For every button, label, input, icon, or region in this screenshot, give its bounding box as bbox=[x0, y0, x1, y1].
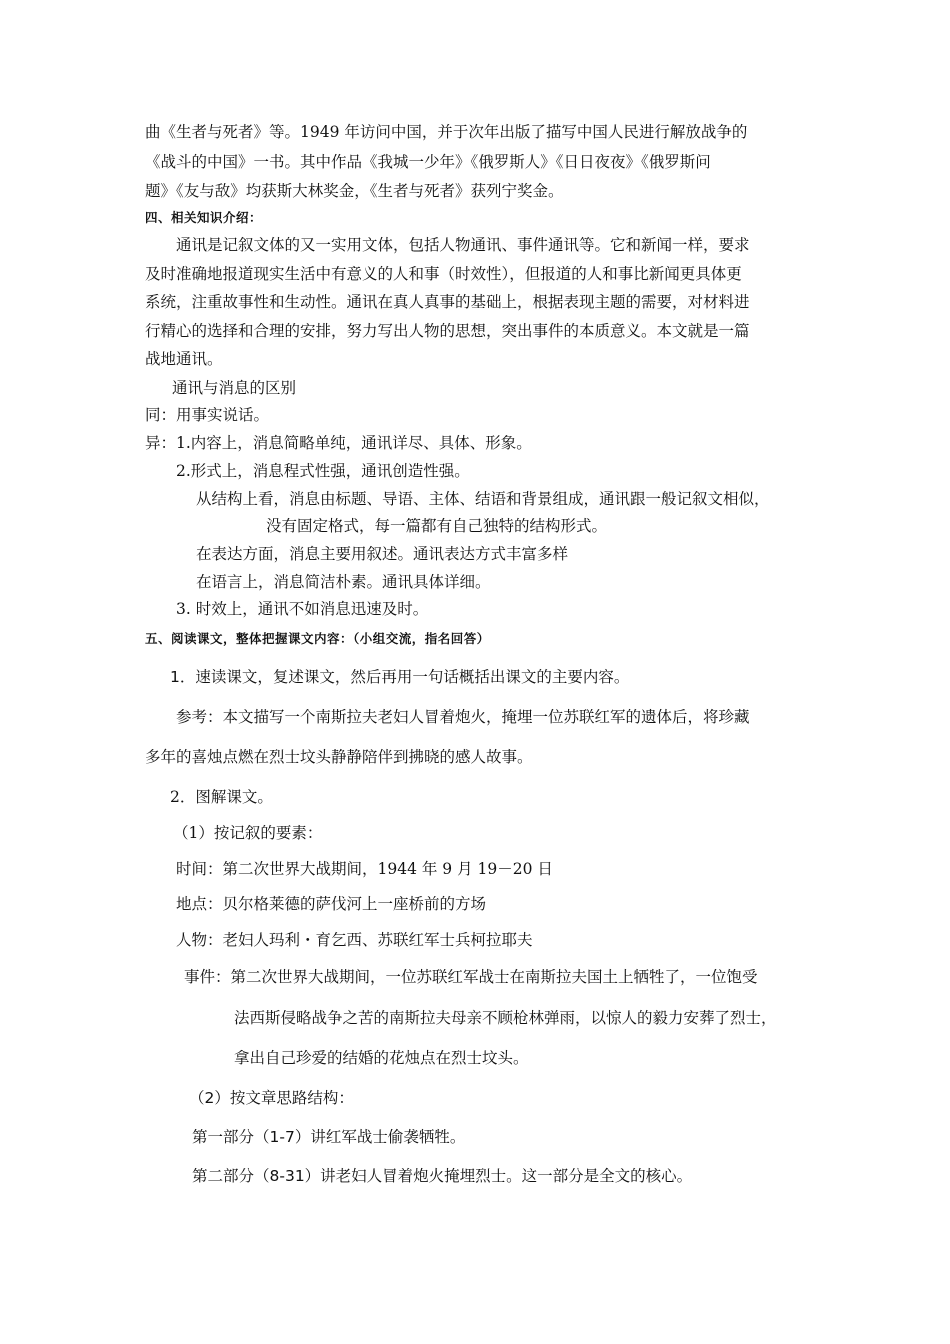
element-event-line-2: 法西斯侵略战争之苦的南斯拉夫母亲不顾枪林弹雨，以惊人的毅力安葬了烈士， bbox=[234, 1009, 777, 1027]
part-2: 第二部分（8-31）讲老妇人冒着炮火掩埋烈士。这一部分是全文的核心。 bbox=[192, 1167, 693, 1185]
difference-1: 异：1.内容上，消息简略单纯，通讯详尽、具体、形象。 bbox=[145, 434, 532, 452]
reference-answer-line-2: 多年的喜烛点燃在烈士坟头静静陪伴到拂晓的感人故事。 bbox=[145, 748, 533, 766]
question-1: 1．速读课文，复述课文，然后再用一句话概括出课文的主要内容。 bbox=[170, 668, 630, 686]
difference-3: 3. 时效上，通讯不如消息迅速及时。 bbox=[176, 600, 429, 618]
paragraph-line: 行精心的选择和合理的安排，努力写出人物的思想，突出事件的本质意义。本文就是一篇 bbox=[145, 322, 750, 340]
difference-2: 2.形式上，消息程式性强，通讯创造性强。 bbox=[176, 462, 470, 480]
difference-2-language: 在语言上，消息简洁朴素。通讯具体详细。 bbox=[196, 573, 491, 591]
element-time: 时间：第二次世界大战期间，1944 年 9 月 19－20 日 bbox=[176, 860, 553, 878]
element-event-line-3: 拿出自己珍爱的结婚的花烛点在烈士坟头。 bbox=[234, 1049, 529, 1067]
subheading-structure: （2）按文章思路结构： bbox=[189, 1089, 354, 1107]
difference-2-expression: 在表达方面，消息主要用叙述。通讯表达方式丰富多样 bbox=[196, 545, 569, 563]
question-2: 2．图解课文。 bbox=[170, 788, 273, 806]
intro-line-2: 《战斗的中国》一书。其中作品《我城一少年》《俄罗斯人》《日日夜夜》《俄罗斯问 bbox=[145, 153, 711, 171]
element-event-line-1: 事件：第二次世界大战期间，一位苏联红军战士在南斯拉夫国土上牺牲了，一位饱受 bbox=[184, 968, 758, 986]
section-4-heading: 四、相关知识介绍： bbox=[145, 210, 263, 225]
subheading-narrative-elements: （1）按记叙的要素： bbox=[173, 824, 323, 842]
part-1: 第一部分（1-7）讲红军战士偷袭牺牲。 bbox=[192, 1128, 466, 1146]
paragraph-line: 战地通讯。 bbox=[145, 350, 223, 368]
paragraph-line: 及时准确地报道现实生活中有意义的人和事（时效性），但报道的人和事比新闻更具体更 bbox=[145, 265, 742, 283]
paragraph-line: 通讯是记叙文体的又一实用文体，包括人物通讯、事件通讯等。它和新闻一样，要求 bbox=[176, 236, 750, 254]
element-place: 地点：贝尔格莱德的萨伐河上一座桥前的方场 bbox=[176, 895, 487, 913]
intro-line-1: 曲《生者与死者》等。1949 年访问中国，并于次年出版了描写中国人民进行解放战争的 bbox=[145, 123, 748, 141]
difference-2-structure: 从结构上看，消息由标题、导语、主体、结语和背景组成，通讯跟一般记叙文相似， bbox=[196, 490, 770, 508]
comparison-title: 通讯与消息的区别 bbox=[172, 379, 297, 397]
intro-line-3: 题》《友与敌》均获斯大林奖金，《生者与死者》获列宁奖金。 bbox=[145, 182, 564, 200]
same-point: 同：用事实说话。 bbox=[145, 406, 270, 424]
element-people: 人物：老妇人玛利・育乞西、苏联红军士兵柯拉耶夫 bbox=[176, 931, 533, 949]
difference-2-structure-cont: 没有固定格式，每一篇都有自己独特的结构形式。 bbox=[266, 517, 608, 535]
reference-answer-line-1: 参考：本文描写一个南斯拉夫老妇人冒着炮火，掩埋一位苏联红军的遗体后，将珍藏 bbox=[176, 708, 750, 726]
section-5-heading: 五、阅读课文，整体把握课文内容：（小组交流，指名回答） bbox=[145, 631, 490, 646]
paragraph-line: 系统，注重故事性和生动性。通讯在真人真事的基础上，根据表现主题的需要，对材料进 bbox=[145, 293, 750, 311]
